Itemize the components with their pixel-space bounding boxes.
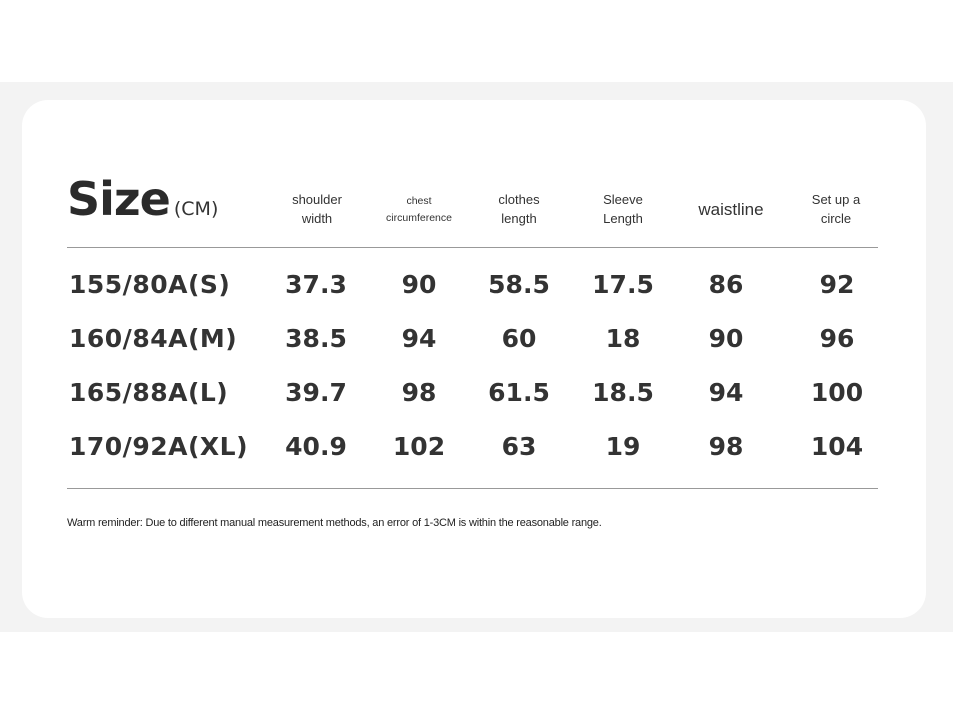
table-cell: 18: [605, 324, 641, 353]
table-cell: 61.5: [488, 378, 550, 407]
header-clothes-length: clothes length: [498, 192, 540, 226]
header-shoulder-width: shoulder width: [292, 192, 342, 226]
table-cell: 100: [810, 378, 864, 407]
warm-reminder-note: Warm reminder: Due to different manual measurement methods, an error of 1-3CM is within the reasonable range.: [67, 517, 602, 529]
table-cell: 58.5: [488, 270, 550, 299]
table-cell: 37.3: [285, 270, 347, 299]
title-unit: (CM): [173, 198, 219, 220]
table-cell: 63: [501, 432, 537, 461]
table-cell: 18.5: [592, 378, 654, 407]
header-set-up-a-circle: Set up a circle: [811, 192, 861, 226]
table-cell: 96: [819, 324, 855, 353]
header-chest-circumference: chest circumference: [386, 195, 452, 224]
table-cell: 104: [810, 432, 864, 461]
table-cell: 90: [708, 324, 744, 353]
table-cell: 98: [708, 432, 744, 461]
row-size-label: 170/92A(XL): [69, 432, 249, 461]
table-cell: 86: [708, 270, 744, 299]
table-cell: 60: [501, 324, 537, 353]
table-cell: 40.9: [285, 432, 347, 461]
table-cell: 19: [605, 432, 641, 461]
row-size-label: 160/84A(M): [69, 324, 238, 353]
table-cell: 98: [401, 378, 437, 407]
table-cell: 39.7: [285, 378, 347, 407]
table-cell: 94: [708, 378, 744, 407]
table-cell: 102: [392, 432, 446, 461]
row-size-label: 155/80A(S): [69, 270, 231, 299]
header-divider: [67, 247, 878, 248]
footer-divider: [67, 488, 878, 489]
table-cell: 92: [819, 270, 855, 299]
row-size-label: 165/88A(L): [69, 378, 229, 407]
size-chart-title: [67, 172, 218, 232]
title-main: Size: [67, 172, 170, 226]
header-sleeve-length: Sleeve Length: [603, 192, 643, 226]
header-waistline: waistline: [698, 199, 764, 219]
table-cell: 90: [401, 270, 437, 299]
table-cell: 94: [401, 324, 437, 353]
table-cell: 38.5: [285, 324, 347, 353]
table-cell: 17.5: [592, 270, 654, 299]
